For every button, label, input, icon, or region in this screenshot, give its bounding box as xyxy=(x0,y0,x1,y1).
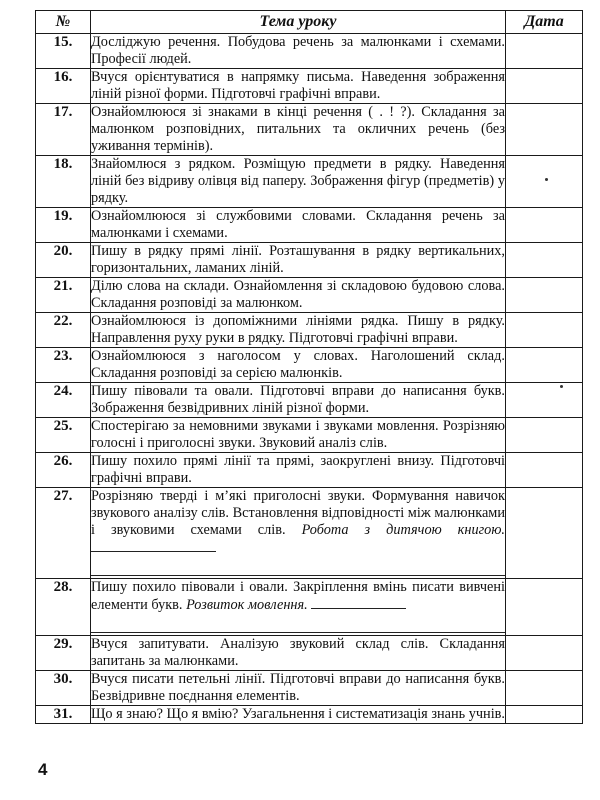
table-row xyxy=(36,671,583,706)
row-number: 21. xyxy=(36,278,91,313)
row-date-cell[interactable] xyxy=(506,418,583,453)
table-row xyxy=(36,488,583,579)
table-row xyxy=(36,208,583,243)
fill-in-line[interactable] xyxy=(91,559,505,576)
row-number: 23. xyxy=(36,348,91,383)
row-topic: Спостерігаю за немовними звуками і звуками мовлення. Розрізняю голосні і приголосні звуки. Звуковий аналіз слів. xyxy=(91,418,505,451)
table-row xyxy=(36,706,583,724)
table-row xyxy=(36,383,583,418)
row-date-cell[interactable] xyxy=(506,453,583,488)
lesson-table xyxy=(35,10,583,724)
row-topic: Ознайомлююся із допоміжними лініями рядка. Пишу в рядку. Направлення руху руки в рядку. Підготовчі графічні вправи. xyxy=(91,313,505,346)
row-number: 19. xyxy=(36,208,91,243)
row-date-cell[interactable] xyxy=(506,208,583,243)
row-number: 22. xyxy=(36,313,91,348)
row-date-cell[interactable] xyxy=(506,348,583,383)
table-row xyxy=(36,278,583,313)
table-row xyxy=(36,313,583,348)
row-topic: Досліджую речення. Побудова речень за малюнками і схемами. Професії людей. xyxy=(91,34,505,67)
ink-speck xyxy=(545,178,548,181)
table-row xyxy=(36,156,583,208)
row-topic: Ознайомлююся зі знаками в кінці речення ( . ! ?). Складання за малюнком розповідних, питальних та окличних речень (без уживання термінів). xyxy=(91,104,505,154)
row-date-cell[interactable] xyxy=(506,706,583,724)
row-number: 29. xyxy=(36,636,91,671)
row-number: 30. xyxy=(36,671,91,706)
row-number: 17. xyxy=(36,104,91,156)
row-number: 24. xyxy=(36,383,91,418)
row-topic: Пишу похило прямі лінії та прямі, заокруглені внизу. Підготовчі графічні вправи. xyxy=(91,453,505,486)
fill-in-line[interactable] xyxy=(91,539,216,552)
row-date-cell[interactable] xyxy=(506,278,583,313)
table-row xyxy=(36,453,583,488)
row-topic: Пишу в рядку прямі лінії. Розташування в рядку вертикальних, горизонтальних, ламаних ліній. xyxy=(91,243,505,276)
row-number: 15. xyxy=(36,34,91,69)
row-number: 27. xyxy=(36,488,91,579)
fill-in-line[interactable] xyxy=(91,616,505,633)
table-row xyxy=(36,348,583,383)
row-date-cell[interactable] xyxy=(506,34,583,69)
row-date-cell[interactable] xyxy=(506,156,583,208)
row-date-cell[interactable] xyxy=(506,636,583,671)
page-number: 4 xyxy=(38,760,48,779)
row-number: 28. xyxy=(36,579,91,636)
row-number: 20. xyxy=(36,243,91,278)
row-topic: Що я знаю? Що я вмію? Узагальнення і систематизація знань учнів. xyxy=(91,706,506,722)
row-date-cell[interactable] xyxy=(506,671,583,706)
table-row xyxy=(36,243,583,278)
row-date-cell[interactable] xyxy=(506,313,583,348)
row-number: 31. xyxy=(36,706,91,724)
row-date-cell[interactable] xyxy=(506,104,583,156)
row-topic: Ділю слова на склади. Ознайомлення зі складовою будовою слова. Складання розповіді за малюнком. xyxy=(91,278,505,311)
row-topic-text: Розрізняю тверді і м’які приголосні звуки. Формування навичок звукового аналізу слів. Встановлення відповідності між малюнками і звуковими схемами слів. xyxy=(91,488,505,538)
row-topic-with-notes xyxy=(91,488,506,579)
header-date: Дата xyxy=(506,11,583,34)
row-date-cell[interactable] xyxy=(506,69,583,104)
fill-in-line[interactable] xyxy=(311,596,406,609)
row-topic: Ознайомлююся з наголосом у словах. Наголошений склад. Складання розповіді за серією малюнків. xyxy=(91,348,505,381)
table-row xyxy=(36,579,583,636)
header-number: № xyxy=(36,11,91,34)
ink-speck xyxy=(560,385,563,388)
row-number: 26. xyxy=(36,453,91,488)
row-number: 18. xyxy=(36,156,91,208)
row-topic-with-notes xyxy=(91,579,506,636)
table-row xyxy=(36,69,583,104)
row-date-cell[interactable] xyxy=(506,488,583,579)
row-topic-extra: Робота з дитячою книгою. xyxy=(301,522,505,538)
row-topic: Знайомлюся з рядком. Розміщую предмети в рядку. Наведення ліній без відриву олівця від паперу. Зображення фігур (предметів) у рядку. xyxy=(91,156,505,206)
row-topic-extra: Розвиток мовлення. xyxy=(186,597,308,613)
row-topic: Вчуся орієнтуватися в напрямку письма. Наведення зображення ліній різної форми. Підготовчі графічні вправи. xyxy=(91,69,505,102)
row-topic: Вчуся запитувати. Аналізую звуковий склад слів. Складання запитань за малюнками. xyxy=(91,636,505,669)
table-header-row xyxy=(36,11,583,34)
row-topic-text: Пишу похило півовали і овали. Закріплення вмінь писати вивчені елементи букв. xyxy=(91,579,505,613)
row-date-cell[interactable] xyxy=(506,383,583,418)
header-topic: Тема уроку xyxy=(91,11,506,34)
row-date-cell[interactable] xyxy=(506,243,583,278)
row-topic: Пишу півовали та овали. Підготовчі вправи до написання букв. Зображення безвідривних ліній різної форми. xyxy=(91,383,505,416)
table-row xyxy=(36,636,583,671)
row-number: 16. xyxy=(36,69,91,104)
row-number: 25. xyxy=(36,418,91,453)
table-row xyxy=(36,34,583,69)
row-topic: Ознайомлююся зі службовими словами. Складання речень за малюнками і схемами. xyxy=(91,208,505,241)
table-row xyxy=(36,418,583,453)
table-row xyxy=(36,104,583,156)
row-date-cell[interactable] xyxy=(506,579,583,636)
row-topic: Вчуся писати петельні лінії. Підготовчі вправи до написання букв. Безвідривне поєднання елементів. xyxy=(91,671,505,704)
